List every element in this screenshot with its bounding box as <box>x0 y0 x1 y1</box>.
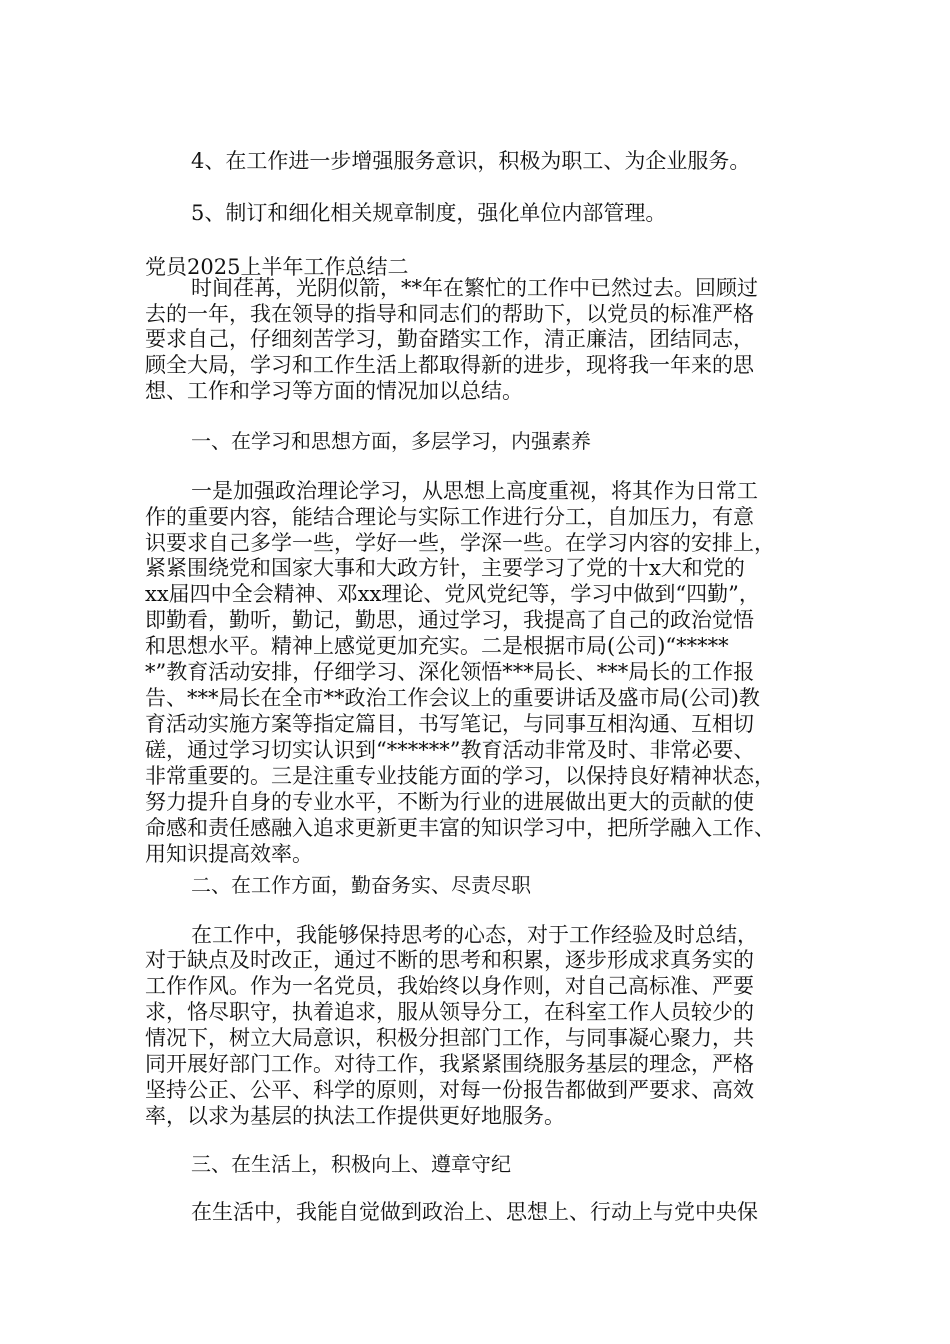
paragraph-line: 要求自己，仔细刻苦学习，勤奋踏实工作，清正廉洁，团结同志， <box>145 327 754 351</box>
heading-study: 一、在学习和思想方面，多层学习，内强素养 <box>191 429 591 453</box>
paragraph-line: 想、工作和学习等方面的情况加以总结。 <box>145 379 523 403</box>
paragraph-line: 和思想水平。精神上感觉更加充实。二是根据市局(公司)“***** <box>145 634 729 658</box>
paragraph-line: 育活动实施方案等指定篇目，书写笔记，与同事互相沟通、互相切 <box>145 712 754 736</box>
paragraph-line: 在工作中，我能够保持思考的心态，对于工作经验及时总结， <box>191 923 758 947</box>
paragraph-line: 一是加强政治理论学习，从思想上高度重视，将其作为日常工 <box>191 479 758 503</box>
section-title: 党员2025上半年工作总结二 <box>145 255 409 279</box>
paragraph-line: 作的重要内容，能结合理论与实际工作进行分工，自加压力，有意 <box>145 505 754 529</box>
paragraph-line: 同开展好部门工作。对待工作，我紧紧围绕服务基层的理念，严格 <box>145 1052 754 1076</box>
paragraph-line: 工作作风。作为一名党员，我始终以身作则，对自己高标准、严要 <box>145 974 754 998</box>
paragraph-line: 时间荏苒，光阴似箭，**年在繁忙的工作中已然过去。回顾过 <box>191 276 758 300</box>
paragraph-line: 告、***局长在全市**政治工作会议上的重要讲话及盛市局(公司)教 <box>145 686 760 710</box>
paragraph-line: 求，恪尽职守，执着追求，服从领导分工，在科室工作人员较少的 <box>145 1000 754 1024</box>
list-item-4: 4、在工作进一步增强服务意识，积极为职工、为企业服务。 <box>191 149 751 173</box>
paragraph-line: 命感和责任感融入追求更新更丰富的知识学习中，把所学融入工作、 <box>145 816 775 840</box>
paragraph-line: 紧紧围绕党和国家大事和大政方针，主要学习了党的十x大和党的 <box>145 556 745 580</box>
paragraph-line: 顾全大局，学习和工作生活上都取得新的进步，现将我一年来的思 <box>145 353 754 377</box>
paragraph-line: 坚持公正、公平、科学的原则，对每一份报告都做到严要求、高效 <box>145 1078 754 1102</box>
paragraph-line: 识要求自己多学一些，学好一些，学深一些。在学习内容的安排上， <box>145 531 775 555</box>
paragraph-line: 即勤看，勤听，勤记，勤思，通过学习，我提高了自己的政治觉悟 <box>145 608 754 632</box>
paragraph-line: 对于缺点及时改正，通过不断的思考和积累，逐步形成求真务实的 <box>145 948 754 972</box>
paragraph-line: 率，以求为基层的执法工作提供更好地服务。 <box>145 1104 565 1128</box>
list-item-5: 5、制订和细化相关规章制度，强化单位内部管理。 <box>191 201 667 225</box>
heading-life: 三、在生活上，积极向上、遵章守纪 <box>191 1152 511 1176</box>
paragraph-line: 用知识提高效率。 <box>145 842 313 866</box>
paragraph-line: 非常重要的。三是注重专业技能方面的学习，以保持良好精神状态， <box>145 764 775 788</box>
heading-work: 二、在工作方面，勤奋务实、尽责尽职 <box>191 873 531 897</box>
paragraph-line: *”教育活动安排，仔细学习、深化领悟***局长、***局长的工作报 <box>145 660 755 684</box>
paragraph-line: 去的一年，我在领导的指导和同志们的帮助下，以党员的标准严格 <box>145 302 754 326</box>
paragraph-line: xx届四中全会精神、邓xx理论、党风党纪等，学习中做到“四勤”， <box>145 582 760 606</box>
paragraph-line: 磋，通过学习切实认识到“******”教育活动非常及时、非常必要、 <box>145 738 755 762</box>
paragraph-line: 情况下，树立大局意识，积极分担部门工作，与同事凝心聚力，共 <box>145 1026 754 1050</box>
paragraph-line: 在生活中，我能自觉做到政治上、思想上、行动上与党中央保 <box>191 1200 758 1224</box>
paragraph-line: 努力提升自身的专业水平，不断为行业的进展做出更大的贡献的使 <box>145 790 754 814</box>
